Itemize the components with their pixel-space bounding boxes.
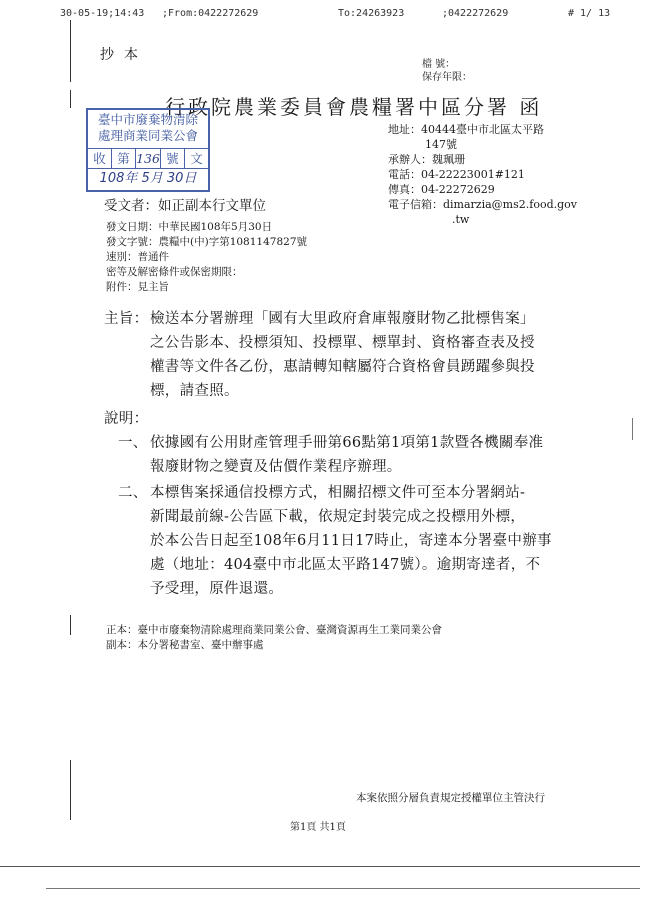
phone: 電話：04-22223001#121 — [388, 168, 525, 181]
explanation-line: 新聞最前線-公告區下載，依規定封裝完成之投標用外標， — [150, 509, 526, 525]
fax-to-ext: ;0422272629 — [442, 8, 509, 19]
stamp-number-row — [88, 148, 208, 169]
stamp-org-line1: 臺中市廢棄物清除 — [97, 112, 198, 127]
main-recipients: 正本：臺中市廢棄物清除處理商業同業公會、臺灣資源再生工業同業公會 — [106, 624, 442, 636]
explanation-line: 報廢財物之變賣及估價作業程序辦理。 — [150, 459, 402, 475]
email-line2: .tw — [452, 213, 470, 226]
explanation-line: 本標售案採通信投標方式，相關招標文件可至本分署網站- — [150, 485, 526, 501]
subject-line: 權書等文件各乙份，惠請轉知轄屬符合資格會員踴躍參與投 — [150, 359, 535, 375]
fax-page: # 1/ 13 — [568, 8, 611, 19]
subject-line: 標，請查照。 — [150, 383, 239, 399]
margin-mark — [632, 418, 633, 440]
explanation-line: 依據國有公用財產管理手冊第66點第1項第1款暨各機關奉准 — [150, 435, 544, 451]
stamp-hao: 號 — [161, 149, 185, 168]
retention-period: 保存年限： — [422, 72, 472, 83]
issue-number: 發文字號：農糧中(中)字第1081147827號 — [106, 236, 307, 248]
binding-line — [70, 615, 71, 635]
file-number: 檔 號： — [422, 59, 456, 70]
explanation-label: 說明： — [104, 411, 149, 427]
handler: 承辦人：魏珮珊 — [388, 153, 465, 166]
explanation-line: 於本公告日起至108年6月11日17時止，寄達本分署臺中辦事 — [150, 533, 552, 549]
stamp-wen: 文 — [190, 151, 203, 166]
explanation-item1-label: 一、 — [118, 435, 148, 451]
binding-line — [70, 760, 71, 820]
stamp-di: 第 — [112, 149, 136, 168]
copy-recipients: 副本：本分署秘書室、臺中辦事處 — [106, 639, 264, 651]
subject-line: 之公告影本、投標須知、投標單、標單封、資格審查表及授 — [150, 335, 535, 351]
binding-line — [70, 90, 71, 108]
stamp-number: 136 — [136, 151, 160, 166]
receipt-stamp — [86, 108, 210, 192]
fax-to: To:24263923 — [338, 8, 405, 19]
explanation-item2-label: 二、 — [118, 485, 148, 501]
attachment: 附件：見主旨 — [106, 281, 169, 293]
explanation-line: 予受理，原件退還。 — [150, 581, 284, 597]
fax-from: ;From:0422272629 — [162, 8, 259, 19]
address-line2: 147號 — [425, 138, 457, 151]
issue-date: 發文日期：中華民國108年5月30日 — [106, 221, 273, 233]
explanation-line: 處（地址：404臺中市北區太平路147號）。逾期寄達者，不 — [150, 557, 541, 573]
delivery-speed: 速別：普通件 — [106, 251, 169, 263]
subject-line: 檢送本分署辦理「國有大里政府倉庫報廢財物乙批標售案」 — [150, 311, 535, 327]
copy-mark: 抄本 — [100, 47, 148, 63]
subject-label: 主旨： — [104, 311, 149, 327]
fax-timestamp: 30-05-19;14:43 — [60, 8, 145, 19]
approval-note: 本案依照分層負責規定授權單位主管決行 — [356, 792, 545, 804]
stamp-org-line2: 處理商業同業公會 — [97, 128, 198, 143]
stamp-date: 108年 5月 30日 — [99, 171, 197, 186]
binding-line — [70, 20, 71, 82]
recipient: 受文者：如正副本行文單位 — [104, 198, 266, 214]
security-level: 密等及解密條件或保密期限： — [106, 266, 243, 278]
stamp-recv: 收 — [88, 149, 112, 168]
footer-rule — [0, 866, 640, 867]
page-number: 第1頁 共1頁 — [290, 822, 346, 833]
fax-number: 傳真：04-22272629 — [388, 183, 495, 196]
email: 電子信箱：dimarzia@ms2.food.gov — [388, 198, 577, 211]
address: 地址：40444臺中市北區太平路 — [388, 123, 544, 136]
document-title: 行政院農業委員會農糧署中區分署 函 — [165, 95, 543, 119]
footer-rule — [46, 888, 640, 889]
